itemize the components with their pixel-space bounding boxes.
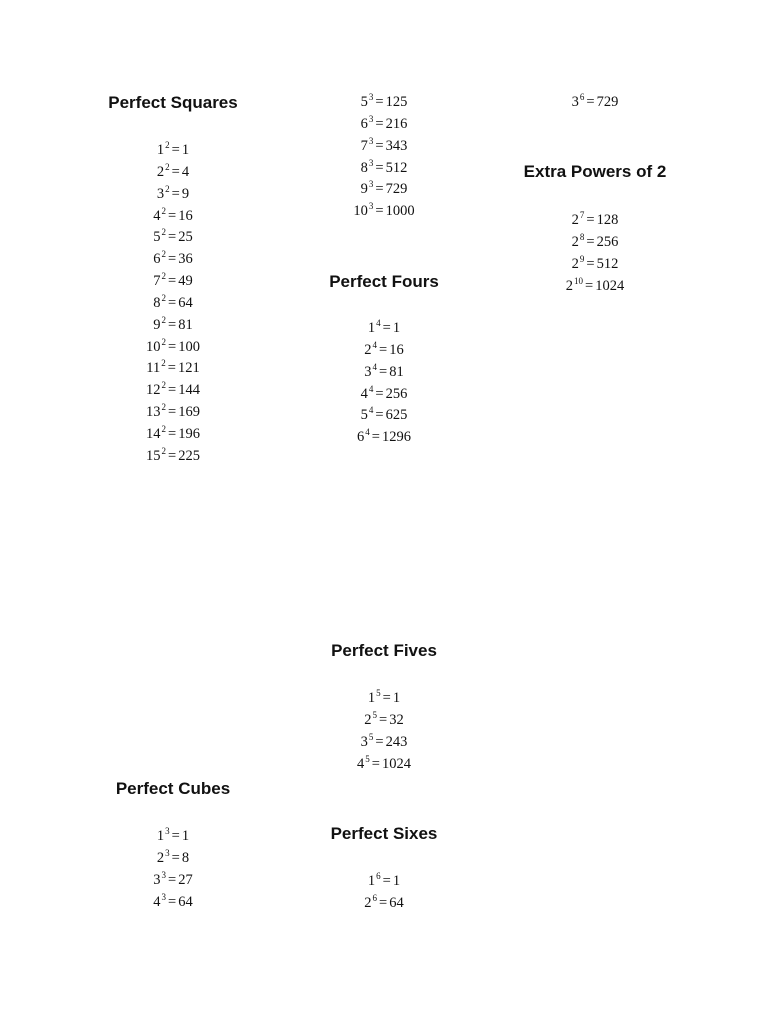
equation-exponent: 8 <box>579 231 585 242</box>
list-perfect-cubes-continued <box>264 92 504 223</box>
equation-result: 1 <box>392 690 401 706</box>
equation-exponent: 6 <box>372 892 378 903</box>
equation-base: 4 <box>360 385 368 402</box>
equals-sign: = <box>382 320 391 336</box>
equation-base: 6 <box>360 115 368 132</box>
heading-perfect-fives: Perfect Fives <box>331 641 437 660</box>
equation-base: 7 <box>360 137 368 154</box>
equation-result: 256 <box>596 233 619 250</box>
heading-perfect-cubes: Perfect Cubes <box>115 779 231 798</box>
equation-row <box>53 337 293 359</box>
equals-sign: = <box>168 273 177 290</box>
equals-sign: = <box>375 203 384 220</box>
equation-row <box>475 92 715 114</box>
equation-base: 4 <box>357 755 365 772</box>
equation-result: 1 <box>392 320 401 336</box>
equation-row <box>53 184 293 206</box>
equation-base: 8 <box>153 294 161 311</box>
list-perfect-sixes <box>264 871 504 915</box>
equals-sign: = <box>375 94 384 110</box>
equals-sign: = <box>379 363 388 380</box>
equation-row <box>53 892 293 914</box>
equals-sign: = <box>382 873 391 889</box>
equation-result: 32 <box>389 711 404 728</box>
equation-result: 1024 <box>595 277 625 294</box>
equation-row <box>264 405 504 427</box>
equals-sign: = <box>168 447 177 464</box>
equation-row <box>475 232 715 254</box>
equation-result: 243 <box>385 733 408 750</box>
equation-row <box>53 446 293 468</box>
equals-sign: = <box>375 159 384 176</box>
equation-row <box>264 114 504 136</box>
equation-row <box>53 848 293 870</box>
equation-exponent: 2 <box>161 205 167 216</box>
equals-sign: = <box>168 382 177 399</box>
equation-result: 64 <box>389 894 404 911</box>
heading-extra-powers-of-2: Extra Powers of 2 <box>523 162 667 181</box>
equation-exponent: 3 <box>368 179 374 190</box>
equation-base: 2 <box>364 894 372 911</box>
equation-row <box>53 293 293 315</box>
equation-row <box>264 318 504 340</box>
equation-row <box>53 402 293 424</box>
equation-exponent: 2 <box>161 358 166 369</box>
equation-base: 9 <box>360 181 368 198</box>
equation-exponent: 5 <box>376 688 381 698</box>
equation-result: 729 <box>596 94 619 110</box>
list-perfect-cubes <box>53 826 293 913</box>
equation-row <box>264 340 504 362</box>
equation-exponent: 6 <box>579 92 585 102</box>
equation-result: 144 <box>178 382 200 399</box>
equation-result: 4 <box>181 163 190 180</box>
equation-base: 2 <box>156 849 165 866</box>
list-perfect-fours <box>264 318 504 449</box>
equation-base: 9 <box>153 316 161 333</box>
equals-sign: = <box>585 277 594 294</box>
equation-result: 1 <box>181 142 190 158</box>
equation-exponent: 2 <box>161 271 167 282</box>
equals-sign: = <box>586 233 595 250</box>
equation-base: 2 <box>156 163 165 180</box>
equals-sign: = <box>171 142 180 158</box>
equation-row <box>53 424 293 446</box>
equation-exponent: 2 <box>161 423 167 434</box>
equation-row <box>475 210 715 232</box>
equation-base: 14 <box>146 425 161 442</box>
equation-result: 1024 <box>381 755 411 772</box>
equation-exponent: 10 <box>574 275 584 286</box>
equals-sign: = <box>371 429 380 446</box>
equals-sign: = <box>379 341 388 358</box>
equation-exponent: 4 <box>368 383 374 394</box>
equation-exponent: 4 <box>372 339 378 350</box>
equation-result: 225 <box>178 447 200 464</box>
equals-sign: = <box>375 115 384 132</box>
equation-row <box>264 754 504 776</box>
equation-base: 2 <box>364 711 372 728</box>
equation-result: 16 <box>178 207 193 224</box>
heading-perfect-fours: Perfect Fours <box>329 272 439 291</box>
equation-row <box>53 162 293 184</box>
equation-result: 128 <box>596 212 619 228</box>
equation-exponent: 2 <box>165 161 170 172</box>
equation-row <box>53 826 293 848</box>
equals-sign: = <box>371 755 380 772</box>
equation-result: 1296 <box>381 429 411 446</box>
equals-sign: = <box>586 212 595 228</box>
equals-sign: = <box>168 251 177 268</box>
equals-sign: = <box>379 711 388 728</box>
equals-sign: = <box>375 137 384 154</box>
equation-row <box>53 249 293 271</box>
equation-base: 3 <box>571 94 579 110</box>
equation-exponent: 3 <box>368 113 374 124</box>
equation-base: 2 <box>565 277 574 294</box>
equation-base: 1 <box>156 142 165 158</box>
equals-sign: = <box>168 316 177 333</box>
equation-row <box>475 276 715 298</box>
equation-result: 256 <box>385 385 408 402</box>
equation-base: 4 <box>153 207 161 224</box>
equation-base: 3 <box>364 363 372 380</box>
equation-exponent: 5 <box>368 731 374 742</box>
equation-exponent: 2 <box>165 183 170 194</box>
equation-exponent: 2 <box>161 314 167 325</box>
equation-exponent: 3 <box>368 201 374 212</box>
equation-exponent: 2 <box>161 380 167 391</box>
equation-exponent: 7 <box>579 210 585 220</box>
equation-result: 25 <box>178 229 193 246</box>
equation-exponent: 2 <box>161 292 167 303</box>
equals-sign: = <box>375 181 384 198</box>
equation-result: 36 <box>178 251 193 268</box>
equals-sign: = <box>168 425 177 442</box>
equation-result: 196 <box>178 425 200 442</box>
equation-exponent: 4 <box>372 361 378 372</box>
equation-row <box>264 427 504 449</box>
equation-row <box>53 140 293 162</box>
equation-result: 64 <box>178 893 193 910</box>
equation-row <box>53 315 293 337</box>
equals-sign: = <box>171 163 180 180</box>
equals-sign: = <box>375 407 384 424</box>
equation-exponent: 6 <box>376 871 381 881</box>
equation-row <box>264 893 504 915</box>
equation-result: 81 <box>389 363 404 380</box>
equation-result: 1000 <box>385 203 415 220</box>
equation-base: 5 <box>360 94 368 110</box>
equation-exponent: 5 <box>372 709 378 720</box>
equals-sign: = <box>168 871 177 888</box>
equation-result: 169 <box>178 404 200 421</box>
equals-sign: = <box>171 828 180 844</box>
equals-sign: = <box>382 690 391 706</box>
equation-row <box>264 710 504 732</box>
equation-exponent: 3 <box>161 891 167 902</box>
equation-row <box>53 271 293 293</box>
equation-row <box>53 227 293 249</box>
equation-row <box>264 92 504 114</box>
equation-row <box>53 206 293 228</box>
equation-result: 16 <box>389 341 404 358</box>
equals-sign: = <box>168 893 177 910</box>
equation-exponent: 3 <box>368 157 374 168</box>
equation-result: 1 <box>392 873 401 889</box>
equation-base: 2 <box>571 233 579 250</box>
equation-row <box>264 688 504 710</box>
equation-exponent: 2 <box>161 402 167 413</box>
equation-exponent: 3 <box>165 847 170 858</box>
equation-row <box>53 870 293 892</box>
equation-exponent: 4 <box>376 318 381 328</box>
equation-result: 100 <box>178 338 200 355</box>
equation-base: 3 <box>153 871 161 888</box>
equation-base: 12 <box>146 382 161 399</box>
equation-row <box>53 380 293 402</box>
equation-base: 6 <box>357 429 365 446</box>
equation-exponent: 9 <box>579 253 585 264</box>
equation-row <box>264 179 504 201</box>
equation-base: 10 <box>353 203 368 220</box>
equation-base: 8 <box>360 159 368 176</box>
equation-exponent: 3 <box>165 826 170 836</box>
equals-sign: = <box>171 849 180 866</box>
equation-result: 121 <box>177 360 200 377</box>
equation-base: 3 <box>156 185 165 202</box>
equation-base: 4 <box>153 893 161 910</box>
equation-row <box>264 136 504 158</box>
equation-base: 6 <box>153 251 161 268</box>
heading-perfect-sixes: Perfect Sixes <box>330 824 438 843</box>
equation-result: 625 <box>385 407 408 424</box>
equation-exponent: 4 <box>368 405 374 416</box>
equation-row <box>475 254 715 276</box>
equation-result: 343 <box>385 137 408 154</box>
equals-sign: = <box>168 338 177 355</box>
equals-sign: = <box>375 733 384 750</box>
equation-row <box>264 362 504 384</box>
equation-result: 49 <box>178 273 193 290</box>
equation-base: 11 <box>146 360 161 377</box>
equation-row <box>53 358 293 380</box>
equation-base: 1 <box>367 873 376 889</box>
equation-base: 10 <box>146 338 161 355</box>
equation-base: 2 <box>364 341 372 358</box>
equation-result: 9 <box>181 185 190 202</box>
heading-perfect-squares: Perfect Squares <box>108 93 238 112</box>
list-perfect-sixes-continued <box>475 92 715 114</box>
equation-exponent: 3 <box>161 869 167 880</box>
equation-base: 5 <box>153 229 161 246</box>
equation-result: 1 <box>181 828 190 844</box>
equation-base: 15 <box>146 447 161 464</box>
equation-result: 512 <box>385 159 408 176</box>
equation-base: 1 <box>156 828 165 844</box>
equals-sign: = <box>168 207 177 224</box>
equals-sign: = <box>168 229 177 246</box>
equation-result: 81 <box>178 316 193 333</box>
equation-exponent: 4 <box>365 427 370 438</box>
equals-sign: = <box>168 294 177 311</box>
equation-base: 2 <box>571 255 579 272</box>
equation-row <box>264 158 504 180</box>
equation-exponent: 5 <box>365 753 370 764</box>
equals-sign: = <box>586 255 595 272</box>
list-perfect-fives <box>264 688 504 775</box>
equation-row <box>264 732 504 754</box>
equation-row <box>264 871 504 893</box>
equals-sign: = <box>586 94 595 110</box>
equation-base: 2 <box>571 212 579 228</box>
list-perfect-squares <box>53 140 293 468</box>
equation-base: 5 <box>360 407 368 424</box>
equation-result: 216 <box>385 115 408 132</box>
equation-result: 27 <box>178 871 193 888</box>
equation-base: 13 <box>146 404 161 421</box>
equation-result: 8 <box>181 849 190 866</box>
equation-base: 7 <box>153 273 161 290</box>
equals-sign: = <box>171 185 180 202</box>
equation-row <box>264 201 504 223</box>
list-extra-powers-of-2 <box>475 210 715 297</box>
equation-row <box>264 384 504 406</box>
equation-exponent: 2 <box>165 140 170 150</box>
equals-sign: = <box>375 385 384 402</box>
equation-base: 1 <box>367 690 376 706</box>
equation-result: 512 <box>596 255 619 272</box>
equation-exponent: 3 <box>368 92 374 102</box>
equation-result: 64 <box>178 294 193 311</box>
equation-exponent: 2 <box>161 336 167 347</box>
equation-exponent: 2 <box>161 249 167 260</box>
equation-result: 125 <box>385 94 408 110</box>
equation-result: 729 <box>385 181 408 198</box>
equation-exponent: 2 <box>161 227 167 238</box>
equation-base: 1 <box>367 320 376 336</box>
equation-exponent: 3 <box>368 135 374 146</box>
equals-sign: = <box>379 894 388 911</box>
equation-exponent: 2 <box>161 445 167 456</box>
equals-sign: = <box>168 404 177 421</box>
equals-sign: = <box>167 360 176 377</box>
equation-base: 3 <box>360 733 368 750</box>
